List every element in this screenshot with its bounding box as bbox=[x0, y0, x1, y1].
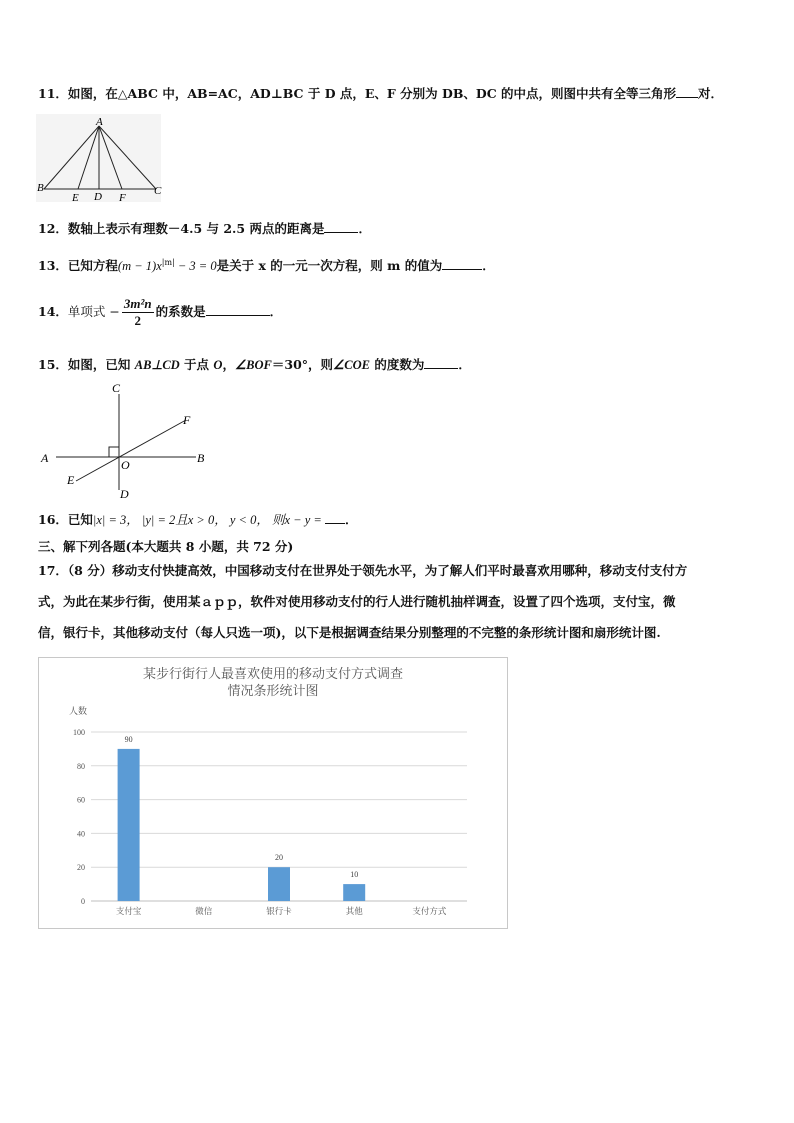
q15-pre: 如图，已知 bbox=[67, 357, 135, 372]
q11-tail: 对． bbox=[698, 86, 724, 101]
q11-number: 11． bbox=[38, 86, 68, 101]
q12-answer-blank[interactable] bbox=[324, 220, 358, 233]
q16-line bbox=[38, 510, 357, 528]
q13-exponent: |m| bbox=[161, 257, 175, 267]
q13-answer-blank[interactable] bbox=[442, 257, 482, 270]
q11-label-e: E bbox=[72, 192, 79, 204]
q17-number: 17． bbox=[38, 563, 68, 578]
q12-tail: ． bbox=[358, 221, 371, 236]
q14-pre: 单项式 − bbox=[67, 304, 120, 319]
chart-data-label: 90 bbox=[124, 734, 133, 744]
q13-expression-part2: − 3 = 0 bbox=[174, 259, 217, 273]
chart-bar-3 bbox=[268, 867, 290, 901]
q13-post: 是关于 x 的一元一次方程，则 m 的值为 bbox=[216, 258, 443, 273]
chart-title-line-2: 情况条形统计图 bbox=[227, 683, 319, 698]
q14-denominator: 2 bbox=[134, 313, 141, 328]
q14-number: 14． bbox=[38, 304, 68, 319]
q15-label-c: C bbox=[112, 381, 121, 395]
chart-category-label: 其他 bbox=[345, 906, 363, 916]
q15-label-o: O bbox=[121, 458, 130, 472]
q11-text: 如图，在△ABC 中，AB=AC，AD⊥BC 于 D 点，E、F 分别为 DB、DC 的中点，则图中共有全等三角形 bbox=[67, 86, 677, 101]
q13-pre: 已知方程 bbox=[67, 258, 118, 273]
chart-bar-1 bbox=[118, 749, 140, 901]
q15-relation: AB⊥CD bbox=[134, 358, 180, 372]
chart-bar-4 bbox=[343, 884, 365, 901]
section-three-heading bbox=[38, 537, 293, 555]
chart-x-axis-label: 支付方式 bbox=[412, 906, 447, 916]
chart-title-line-1: 某步行街行人最喜欢使用的移动支付方式调查 bbox=[142, 666, 404, 681]
chart-data-label: 10 bbox=[350, 870, 359, 880]
q11-label-b: B bbox=[37, 182, 44, 194]
q16-number: 16． bbox=[38, 512, 68, 527]
q11-label-f: F bbox=[119, 192, 126, 204]
q15-lines-figure bbox=[36, 378, 216, 502]
chart-y-tick-label: 60 bbox=[77, 795, 85, 805]
q15-angle-bof: ∠BOF bbox=[234, 358, 272, 372]
q17-paragraph bbox=[38, 555, 758, 648]
q11-line bbox=[38, 84, 723, 102]
q15-right-angle-mark bbox=[109, 447, 119, 457]
chart-y-tick-label: 80 bbox=[77, 761, 85, 771]
q15-line bbox=[38, 355, 471, 373]
q15-tail: ． bbox=[458, 357, 471, 372]
q11-label-c: C bbox=[154, 185, 162, 197]
section-three-text: 三、解下列各题(本大题共 8 小题，共 72 分) bbox=[38, 539, 294, 554]
q15-line-ef bbox=[76, 420, 186, 481]
q17-line1-text: （8 分）移动支付快捷高效，中国移动支付在世界处于领先水平，为了解人们平时最喜欢用哪种，移动支付支付方 bbox=[67, 563, 688, 578]
q13-expression-part1: (m − 1)x bbox=[117, 259, 162, 273]
q14-answer-blank[interactable] bbox=[206, 303, 270, 316]
q16-condition: |x| = 3， |y| = 2且x > 0， y < 0， 则x − y = bbox=[92, 513, 325, 527]
q14-line bbox=[38, 296, 282, 329]
chart-y-tick-label: 20 bbox=[77, 863, 85, 873]
chart-y-axis-label: 人数 bbox=[69, 707, 88, 717]
chart-y-tick-label: 40 bbox=[77, 829, 85, 839]
q15-label-a: A bbox=[41, 451, 49, 465]
q14-post: 的系数是 bbox=[155, 304, 206, 319]
q11-label-a: A bbox=[96, 116, 103, 128]
payment-bar-chart bbox=[38, 657, 508, 929]
q15-post: 的度数为 bbox=[369, 357, 425, 372]
q17-line-3: 信，银行卡，其他移动支付（每人只选一项)，以下是根据调查结果分别整理的不完整的条形统计图和扇形统计图. bbox=[38, 625, 661, 640]
q17-line-1 bbox=[38, 555, 758, 586]
q16-tail: ． bbox=[344, 512, 358, 527]
q12-line bbox=[38, 219, 371, 237]
q16-answer-blank[interactable] bbox=[325, 511, 345, 524]
q13-line bbox=[38, 256, 495, 274]
q17-line-2: 式，为此在某步行街，使用某ａｐｐ，软件对使用移动支付的行人进行随机抽样调查，设置了四个选项，支付宝，微 bbox=[38, 594, 676, 609]
q11-label-d: D bbox=[94, 191, 102, 203]
q15-label-e: E bbox=[67, 473, 75, 487]
chart-y-tick-label: 0 bbox=[81, 897, 85, 906]
q12-number: 12． bbox=[38, 221, 68, 236]
chart-category-label: 支付宝 bbox=[115, 906, 142, 916]
q15-label-d: D bbox=[120, 487, 129, 501]
q15-mid2: ， bbox=[222, 357, 235, 372]
q14-tail: ． bbox=[269, 304, 283, 319]
q12-text: 数轴上表示有理数－4.5 与 2.5 两点的距离是 bbox=[67, 221, 325, 236]
q13-number: 13． bbox=[38, 258, 68, 273]
q14-fraction bbox=[122, 296, 154, 329]
q11-triangle-figure bbox=[36, 114, 166, 206]
chart-data-label: 20 bbox=[275, 853, 283, 863]
chart-category-label: 微信 bbox=[195, 906, 213, 916]
q14-numerator: 3m²n bbox=[123, 296, 152, 311]
q15-number: 15． bbox=[38, 357, 68, 372]
q16-pre: 已知 bbox=[67, 512, 93, 527]
q15-label-f: F bbox=[183, 413, 191, 427]
q15-eq: ＝30°，则 bbox=[271, 357, 334, 372]
q11-answer-blank[interactable] bbox=[676, 85, 698, 98]
q13-tail: ． bbox=[482, 258, 495, 273]
q15-mid1: 于点 bbox=[179, 357, 214, 372]
chart-y-tick-label: 100 bbox=[73, 728, 85, 737]
q15-point: O bbox=[213, 358, 223, 372]
q15-angle-coe: ∠COE bbox=[333, 358, 370, 372]
chart-category-label: 银行卡 bbox=[266, 906, 292, 916]
q15-answer-blank[interactable] bbox=[424, 356, 458, 369]
bar-chart-canvas bbox=[39, 658, 507, 928]
q15-label-b: B bbox=[197, 451, 205, 465]
